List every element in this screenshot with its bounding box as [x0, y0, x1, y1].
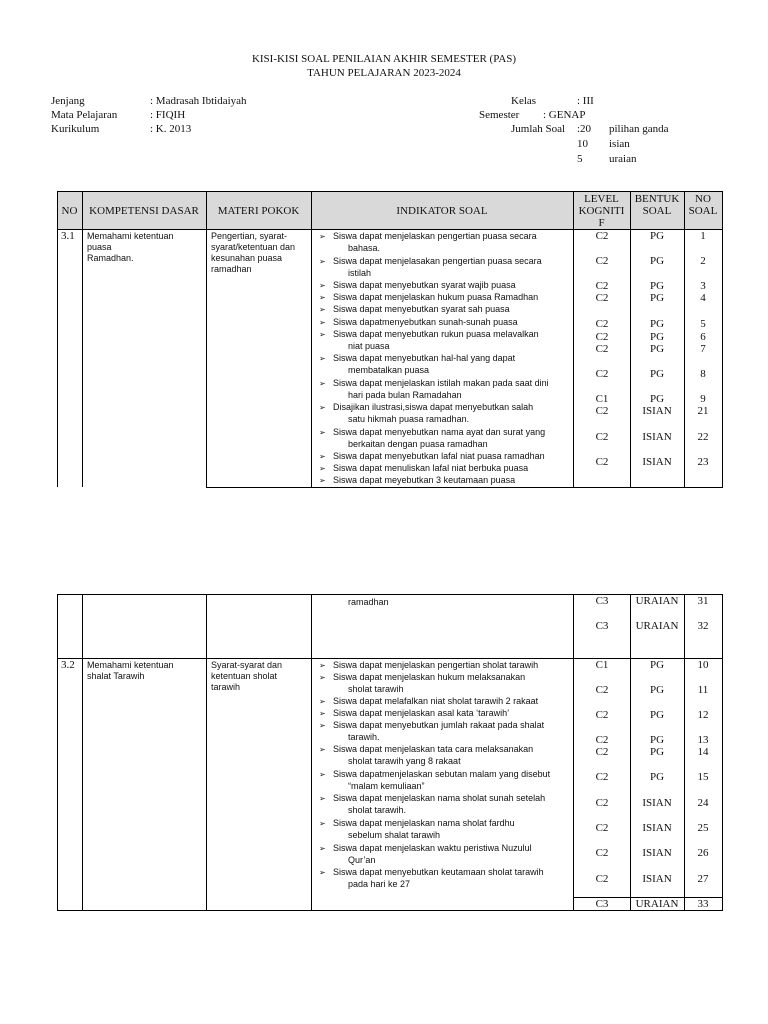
indicator-line: ➢ Siswa dapat menjelaskan waktu peristiwa Nuzulul: [319, 843, 532, 853]
nosoal-cell: 11: [697, 684, 709, 696]
indicator-line: berkaitan dengan puasa ramadhan: [348, 439, 488, 449]
bentuk-cell: ISIAN: [642, 847, 672, 859]
kelas-label: Kelas: [511, 95, 537, 107]
bentuk-cell: PG: [649, 343, 665, 355]
indicator-line: ramadhan: [348, 597, 389, 607]
arrow-bullet-icon: ➢: [319, 661, 326, 670]
arrow-bullet-icon: ➢: [319, 232, 326, 241]
bentuk-cell: PG: [649, 368, 665, 380]
materi-line: Syarat-syarat dan: [211, 660, 283, 670]
arrow-bullet-icon: ➢: [319, 844, 326, 853]
nosoal-cell: 1: [700, 230, 706, 242]
level-cell: C3: [595, 620, 609, 632]
jumlah-pg-count: :20: [577, 123, 592, 135]
kelas-value: : III: [577, 95, 594, 107]
bentuk-cell: URAIAN: [635, 898, 679, 910]
header-level-line1: LEVEL: [584, 193, 619, 205]
header-bentuk-soal: [630, 193, 684, 217]
indicator-line: ➢ Siswa dapat menjelaskan asal kata ‘tarawih’: [319, 708, 510, 718]
indicator-line: ➢ Disajikan ilustrasi,siswa dapat menyebutkan salah: [319, 402, 534, 412]
arrow-bullet-icon: ➢: [319, 257, 326, 266]
bentuk-cell: ISIAN: [642, 431, 672, 443]
indicator-line: ➢ Siswa dapat menyebutkan lafal niat puasa ramadhan: [319, 451, 545, 461]
indicator-line: bahasa.: [348, 243, 381, 253]
arrow-bullet-icon: ➢: [319, 293, 326, 302]
level-cell: C2: [595, 684, 609, 696]
arrow-bullet-icon: ➢: [319, 673, 326, 682]
bentuk-cell: PG: [649, 331, 665, 343]
nosoal-cell: 13: [697, 734, 709, 746]
indicator-line: sebelum shalat tarawih: [348, 830, 441, 840]
level-cell: C2: [595, 709, 609, 721]
level-cell: C2: [595, 405, 609, 417]
indicator-line: tarawih.: [348, 732, 380, 742]
nosoal-cell: 25: [697, 822, 709, 834]
jenjang-value: : Madrasah Ibtidaiyah: [150, 95, 247, 107]
indicator-line: satu hikmah puasa ramadhan.: [348, 414, 470, 424]
level-cell: C2: [595, 255, 609, 267]
level-cell: C2: [595, 822, 609, 834]
section1-kompetensi: [87, 231, 174, 264]
indicator-line: ➢ Siswa dapatmenyebutkan sunah-sunah puasa: [319, 317, 518, 327]
level-cell: C2: [595, 746, 609, 758]
level-cell: C2: [595, 734, 609, 746]
indicator-line: sholat tarawih: [348, 684, 404, 694]
indicator-line: ➢ Siswa dapat menjelaskan istilah makan pada saat dini: [319, 378, 549, 388]
indicator-line: sholat tarawih yang 8 rakaat: [348, 756, 461, 766]
indicator-line: ➢ Siswa dapat menjelaskan nama sholat fardhu: [319, 818, 515, 828]
indicator-line: “malam kemuliaan”: [348, 781, 425, 791]
indicator-line: ➢ Siswa dapat menyebutkan nama ayat dan surat yang: [319, 427, 546, 437]
level-cell: C2: [595, 456, 609, 468]
indicator-line: ➢ Siswa dapat menyebutkan hal-hal yang dapat: [319, 353, 516, 363]
indicator-line: ➢ Siswa dapat menyebutkan jumlah rakaat pada shalat: [319, 720, 545, 730]
header-level-line2: KOGNITI: [578, 205, 625, 217]
bentuk-cell: ISIAN: [642, 822, 672, 834]
materi-line: Pengertian, syarat-: [211, 231, 288, 241]
bentuk-cell: PG: [649, 230, 665, 242]
indicator-line: ➢ Siswa dapat menjelaskan nama sholat sunah setelah: [319, 793, 546, 803]
jumlah-pg-label: pilihan ganda: [609, 123, 669, 135]
arrow-bullet-icon: ➢: [319, 476, 326, 485]
arrow-bullet-icon: ➢: [319, 379, 326, 388]
arrow-bullet-icon: ➢: [319, 794, 326, 803]
level-cell: C1: [595, 659, 609, 671]
indicator-line: pada hari ke 27: [348, 879, 411, 889]
header-no-soal: [684, 193, 722, 217]
level-cell: C2: [595, 797, 609, 809]
mapel-label: Mata Pelajaran: [51, 109, 118, 121]
level-cell: C3: [595, 595, 609, 607]
bentuk-cell: PG: [649, 684, 665, 696]
indicator-line: ➢ Siswa dapatmenjelaskan sebutan malam yang disebut: [319, 769, 551, 779]
nosoal-cell: 26: [697, 847, 709, 859]
header-nosoal-line2: SOAL: [688, 205, 718, 217]
kd-line: puasa: [87, 242, 112, 252]
arrow-bullet-icon: ➢: [319, 281, 326, 290]
arrow-bullet-icon: ➢: [319, 354, 326, 363]
section1-materi: [211, 231, 295, 275]
indicator-line: ➢ Siswa dapat meyebutkan 3 keutamaan puasa: [319, 475, 516, 485]
document-subtitle: TAHUN PELAJARAN 2023-2024: [307, 67, 461, 79]
bentuk-cell: PG: [649, 255, 665, 267]
nosoal-cell: 31: [697, 595, 709, 607]
level-cell: C2: [595, 873, 609, 885]
arrow-bullet-icon: ➢: [319, 745, 326, 754]
bentuk-cell: ISIAN: [642, 873, 672, 885]
jumlah-uraian-count: 5: [577, 153, 583, 165]
nosoal-cell: 9: [700, 393, 706, 405]
bentuk-cell: ISIAN: [642, 405, 672, 417]
level-cell: C2: [595, 771, 609, 783]
level-cell: C2: [595, 230, 609, 242]
nosoal-cell: 5: [700, 318, 706, 330]
indicator-line: ➢ Siswa dapat menjelaskan hukum puasa Ramadhan: [319, 292, 539, 302]
jenjang-label: Jenjang: [51, 95, 85, 107]
nosoal-cell: 23: [697, 456, 709, 468]
nosoal-cell: 32: [697, 620, 709, 632]
level-cell: C2: [595, 331, 609, 343]
materi-line: syarat/ketentuan dan: [211, 242, 296, 252]
bentuk-cell: PG: [649, 318, 665, 330]
level-cell: C2: [595, 280, 609, 292]
indicator-line: membatalkan puasa: [348, 365, 430, 375]
nosoal-cell: 2: [700, 255, 706, 267]
arrow-bullet-icon: ➢: [319, 868, 326, 877]
nosoal-cell: 8: [700, 368, 706, 380]
level-cell: C2: [595, 343, 609, 355]
bentuk-cell: ISIAN: [642, 797, 672, 809]
indicator-line: istilah: [348, 268, 372, 278]
header-bentuk-line2: SOAL: [642, 205, 672, 217]
nosoal-cell: 14: [697, 746, 709, 758]
arrow-bullet-icon: ➢: [319, 403, 326, 412]
bentuk-cell: PG: [649, 292, 665, 304]
arrow-bullet-icon: ➢: [319, 697, 326, 706]
level-cell: C2: [595, 431, 609, 443]
nosoal-cell: 10: [697, 659, 709, 671]
header-level-kognitif: [573, 193, 630, 229]
semester-label: Semester: [479, 109, 520, 121]
nosoal-cell: 33: [697, 898, 709, 910]
arrow-bullet-icon: ➢: [319, 318, 326, 327]
jumlah-isian-count: 10: [577, 138, 588, 150]
indicator-line: Qur’an: [348, 855, 376, 865]
header-level-line3: F: [598, 217, 605, 229]
bentuk-cell: ISIAN: [642, 456, 672, 468]
arrow-bullet-icon: ➢: [319, 464, 326, 473]
kd-line: Memahami ketentuan: [87, 660, 174, 670]
level-cell: C1: [595, 393, 609, 405]
materi-line: ketentuan sholat: [211, 671, 278, 681]
nosoal-cell: 6: [700, 331, 706, 343]
section2-materi: [211, 660, 282, 693]
arrow-bullet-icon: ➢: [319, 428, 326, 437]
materi-line: kesunahan puasa: [211, 253, 283, 263]
jumlah-isian-label: isian: [609, 138, 630, 150]
indicator-line: ➢ Siswa dapat menuliskan lafal niat berbuka puasa: [319, 463, 529, 473]
arrow-bullet-icon: ➢: [319, 452, 326, 461]
arrow-bullet-icon: ➢: [319, 819, 326, 828]
header-materi-pokok: MATERI POKOK: [217, 205, 300, 217]
section2-no: 3.2: [61, 659, 75, 671]
indicator-line: ➢ Siswa dapat menjelasakan pengertian puasa secara: [319, 256, 542, 266]
arrow-bullet-icon: ➢: [319, 709, 326, 718]
indicator-line: ➢ Siswa dapat menjelaskan pengertian puasa secara: [319, 231, 537, 241]
header-nosoal-line1: NO: [695, 193, 711, 205]
materi-line: tarawih: [211, 682, 241, 692]
indicator-line: ➢ Siswa dapat menyebutkan syarat sah puasa: [319, 304, 510, 314]
kd-line: Memahami ketentuan: [87, 231, 174, 241]
kurikulum-label: Kurikulum: [51, 123, 100, 135]
indicator-line: ➢ Siswa dapat menyebutkan syarat wajib puasa: [319, 280, 516, 290]
nosoal-cell: 15: [697, 771, 709, 783]
arrow-bullet-icon: ➢: [319, 721, 326, 730]
level-cell: C2: [595, 847, 609, 859]
arrow-bullet-icon: ➢: [319, 305, 326, 314]
semester-value: : GENAP: [543, 109, 586, 121]
header-bentuk-line1: BENTUK: [634, 193, 680, 205]
indicator-line: ➢ Siswa dapat menyebutkan rukun puasa melavalkan: [319, 329, 539, 339]
bentuk-cell: PG: [649, 709, 665, 721]
kurikulum-value: : K. 2013: [150, 123, 192, 135]
nosoal-cell: 24: [697, 797, 709, 809]
indicator-line: ➢ Siswa dapat menjelaskan tata cara melaksanakan: [319, 744, 534, 754]
level-cell: C3: [595, 898, 609, 910]
indicator-line: ➢ Siswa dapat menyebutkan keutamaan sholat tarawih: [319, 867, 544, 877]
bentuk-cell: URAIAN: [635, 620, 679, 632]
indicator-line: ➢ Siswa dapat menjelaskan pengertian sholat tarawih: [319, 660, 539, 670]
level-cell: C2: [595, 292, 609, 304]
section1-no: 3.1: [61, 230, 75, 242]
indicator-line: sholat tarawih.: [348, 805, 407, 815]
kd-line: Ramadhan.: [87, 253, 134, 263]
nosoal-cell: 7: [700, 343, 706, 355]
header-no: NO: [61, 205, 78, 217]
arrow-bullet-icon: ➢: [319, 330, 326, 339]
nosoal-cell: 21: [697, 405, 709, 417]
nosoal-cell: 22: [697, 431, 709, 443]
arrow-bullet-icon: ➢: [319, 770, 326, 779]
materi-line: ramadhan: [211, 264, 252, 274]
nosoal-cell: 12: [697, 709, 709, 721]
bentuk-cell: PG: [649, 280, 665, 292]
bentuk-cell: PG: [649, 659, 665, 671]
kd-line: shalat Tarawih: [87, 671, 145, 681]
indicator-line: hari pada bulan Ramadahan: [348, 390, 462, 400]
indicator-line: ➢ Siswa dapat melafalkan niat sholat tarawih 2 rakaat: [319, 696, 539, 706]
bentuk-cell: PG: [649, 771, 665, 783]
header-kompetensi-dasar: KOMPETENSI DASAR: [89, 205, 199, 217]
indicator-line: ➢ Siswa dapat menjelaskan hukum melaksanakan: [319, 672, 526, 682]
header-indikator-soal: INDIKATOR SOAL: [396, 205, 488, 217]
mapel-value: : FIQIH: [150, 109, 186, 121]
document-title: KISI-KISI SOAL PENILAIAN AKHIR SEMESTER (PAS): [251, 53, 517, 65]
section2-kompetensi: [87, 660, 174, 682]
level-cell: C2: [595, 318, 609, 330]
nosoal-cell: 4: [700, 292, 706, 304]
indicator-line: niat puasa: [348, 341, 390, 351]
bentuk-cell: PG: [649, 734, 665, 746]
jumlah-uraian-label: uraian: [609, 153, 637, 165]
nosoal-cell: 27: [697, 873, 709, 885]
nosoal-cell: 3: [700, 280, 706, 292]
bentuk-cell: PG: [649, 746, 665, 758]
bentuk-cell: PG: [649, 393, 665, 405]
jumlah-soal-label: Jumlah Soal: [511, 123, 566, 135]
bentuk-cell: URAIAN: [635, 595, 679, 607]
level-cell: C2: [595, 368, 609, 380]
